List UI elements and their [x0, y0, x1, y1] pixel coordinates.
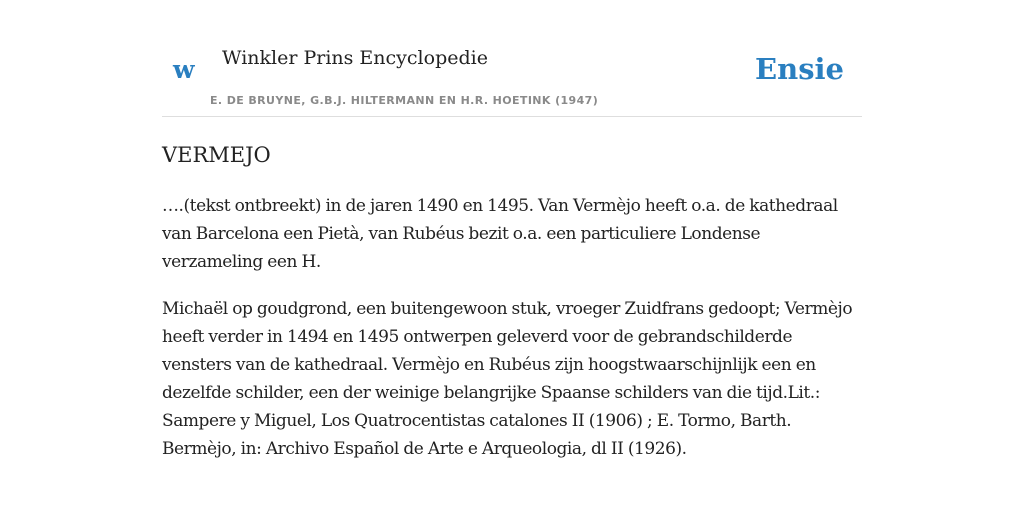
- article-paragraph: Michaël op goudgrond, een buitengewoon stuk, vroeger Zuidfrans gedoopt; Vermèjo heeft verder in 1494 en 1495 ontwerpen geleverd voor de gebrandschilderde vensters van de kathedraal. Vermèjo en Rubéus zijn hoogstwaarschijnlijk een en dezelfde schilder, een der weinige belangrijke Spaanse schilders van die tijd.Lit.: Sampere y Miguel, Los Quatrocentistas catalones II (1906) ; E. Tormo, Barth. Bermèjo, in: Archivo Español de Arte e Arqueologia, dl II (1926).: [162, 299, 853, 459]
- site-header: [162, 0, 862, 117]
- article-title: VERMEJO: [162, 143, 271, 167]
- site-title[interactable]: Winkler Prins Encyclopedie: [222, 47, 488, 69]
- authors-byline: E. DE BRUYNE, G.B.J. HILTERMANN EN H.R. HOETINK (1947): [210, 94, 599, 107]
- brand-logo[interactable]: Ensie: [755, 52, 844, 86]
- site-logo-icon[interactable]: w: [173, 55, 195, 84]
- article-paragraph: ….(tekst ontbreekt) in de jaren 1490 en 1495. Van Vermèjo heeft o.a. de kathedraal van Barcelona een Pietà, van Rubéus bezit o.a. een particuliere Londense verzameling een H.: [162, 196, 838, 272]
